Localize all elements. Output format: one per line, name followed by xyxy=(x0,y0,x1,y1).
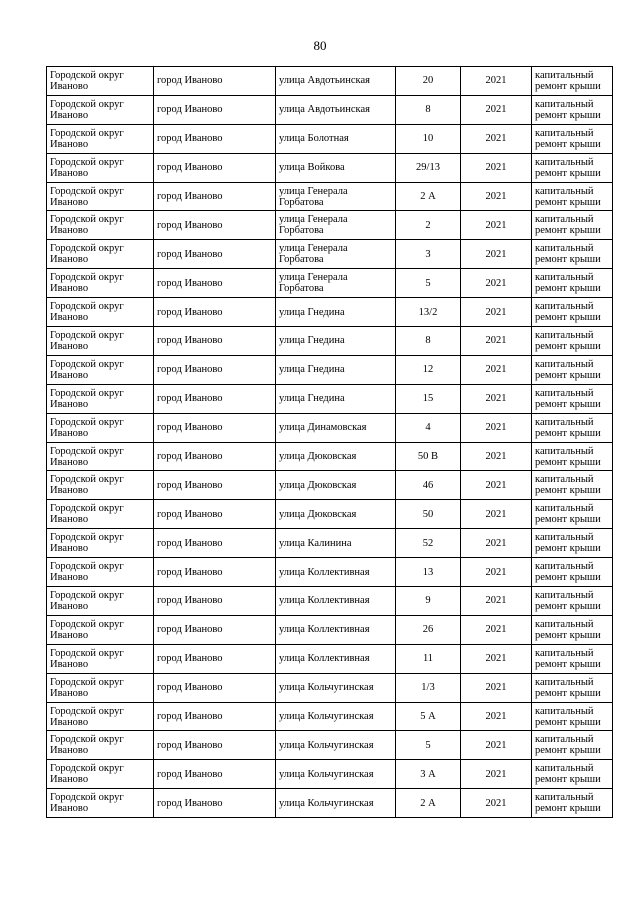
settlement-cell: город Иваново xyxy=(154,760,276,789)
table-row xyxy=(47,558,613,587)
house-number-cell: 50 xyxy=(396,500,461,529)
house-number-cell: 46 xyxy=(396,471,461,500)
work-type-cell: капитальный ремонт крыши xyxy=(532,442,613,471)
street-cell: улица Генерала Горбатова xyxy=(276,269,396,298)
table-body xyxy=(47,67,613,818)
year-cell: 2021 xyxy=(461,789,532,818)
settlement-cell: город Иваново xyxy=(154,124,276,153)
municipality-cell: Городской округ Иваново xyxy=(47,760,154,789)
table-row xyxy=(47,269,613,298)
house-number-cell: 15 xyxy=(396,384,461,413)
work-type-cell: капитальный ремонт крыши xyxy=(532,182,613,211)
table-row xyxy=(47,413,613,442)
municipality-cell: Городской округ Иваново xyxy=(47,153,154,182)
year-cell: 2021 xyxy=(461,95,532,124)
table-row xyxy=(47,731,613,760)
house-number-cell: 8 xyxy=(396,327,461,356)
street-cell: улица Кольчугинская xyxy=(276,702,396,731)
house-number-cell: 52 xyxy=(396,529,461,558)
table-row xyxy=(47,327,613,356)
year-cell: 2021 xyxy=(461,67,532,96)
year-cell: 2021 xyxy=(461,327,532,356)
work-type-cell: капитальный ремонт крыши xyxy=(532,327,613,356)
settlement-cell: город Иваново xyxy=(154,587,276,616)
settlement-cell: город Иваново xyxy=(154,413,276,442)
street-cell: улица Кольчугинская xyxy=(276,789,396,818)
municipality-cell: Городской округ Иваново xyxy=(47,644,154,673)
year-cell: 2021 xyxy=(461,384,532,413)
municipality-cell: Городской округ Иваново xyxy=(47,442,154,471)
street-cell: улица Дюковская xyxy=(276,442,396,471)
table-row xyxy=(47,182,613,211)
settlement-cell: город Иваново xyxy=(154,211,276,240)
table-row xyxy=(47,615,613,644)
house-number-cell: 2 А xyxy=(396,789,461,818)
work-type-cell: капитальный ремонт крыши xyxy=(532,471,613,500)
year-cell: 2021 xyxy=(461,587,532,616)
street-cell: улица Динамовская xyxy=(276,413,396,442)
work-type-cell: капитальный ремонт крыши xyxy=(532,211,613,240)
house-number-cell: 3 xyxy=(396,240,461,269)
settlement-cell: город Иваново xyxy=(154,500,276,529)
street-cell: улица Кольчугинская xyxy=(276,731,396,760)
table-row xyxy=(47,355,613,384)
year-cell: 2021 xyxy=(461,153,532,182)
house-number-cell: 2 А xyxy=(396,182,461,211)
settlement-cell: город Иваново xyxy=(154,355,276,384)
settlement-cell: город Иваново xyxy=(154,182,276,211)
house-number-cell: 50 В xyxy=(396,442,461,471)
street-cell: улица Коллективная xyxy=(276,644,396,673)
year-cell: 2021 xyxy=(461,298,532,327)
municipality-cell: Городской округ Иваново xyxy=(47,731,154,760)
work-type-cell: капитальный ремонт крыши xyxy=(532,789,613,818)
municipality-cell: Городской округ Иваново xyxy=(47,529,154,558)
street-cell: улица Кольчугинская xyxy=(276,673,396,702)
table-row xyxy=(47,67,613,96)
house-number-cell: 29/13 xyxy=(396,153,461,182)
house-number-cell: 9 xyxy=(396,587,461,616)
year-cell: 2021 xyxy=(461,731,532,760)
work-type-cell: капитальный ремонт крыши xyxy=(532,731,613,760)
work-type-cell: капитальный ремонт крыши xyxy=(532,413,613,442)
street-cell: улица Дюковская xyxy=(276,500,396,529)
settlement-cell: город Иваново xyxy=(154,240,276,269)
table-row xyxy=(47,789,613,818)
table-row xyxy=(47,153,613,182)
settlement-cell: город Иваново xyxy=(154,529,276,558)
repair-registry-table xyxy=(46,66,613,818)
municipality-cell: Городской округ Иваново xyxy=(47,240,154,269)
house-number-cell: 3 А xyxy=(396,760,461,789)
street-cell: улица Кольчугинская xyxy=(276,760,396,789)
house-number-cell: 26 xyxy=(396,615,461,644)
table-row xyxy=(47,471,613,500)
year-cell: 2021 xyxy=(461,529,532,558)
table-row xyxy=(47,529,613,558)
municipality-cell: Городской округ Иваново xyxy=(47,298,154,327)
year-cell: 2021 xyxy=(461,615,532,644)
house-number-cell: 5 xyxy=(396,269,461,298)
municipality-cell: Городской округ Иваново xyxy=(47,789,154,818)
work-type-cell: капитальный ремонт крыши xyxy=(532,269,613,298)
street-cell: улица Генерала Горбатова xyxy=(276,211,396,240)
municipality-cell: Городской округ Иваново xyxy=(47,413,154,442)
municipality-cell: Городской округ Иваново xyxy=(47,182,154,211)
table-row xyxy=(47,442,613,471)
work-type-cell: капитальный ремонт крыши xyxy=(532,153,613,182)
house-number-cell: 10 xyxy=(396,124,461,153)
municipality-cell: Городской округ Иваново xyxy=(47,673,154,702)
table-row xyxy=(47,124,613,153)
street-cell: улица Генерала Горбатова xyxy=(276,240,396,269)
work-type-cell: капитальный ремонт крыши xyxy=(532,500,613,529)
year-cell: 2021 xyxy=(461,702,532,731)
house-number-cell: 1/3 xyxy=(396,673,461,702)
municipality-cell: Городской округ Иваново xyxy=(47,269,154,298)
settlement-cell: город Иваново xyxy=(154,471,276,500)
table-row xyxy=(47,211,613,240)
table-row xyxy=(47,298,613,327)
house-number-cell: 13/2 xyxy=(396,298,461,327)
year-cell: 2021 xyxy=(461,558,532,587)
municipality-cell: Городской округ Иваново xyxy=(47,471,154,500)
street-cell: улица Авдотьинская xyxy=(276,67,396,96)
settlement-cell: город Иваново xyxy=(154,153,276,182)
street-cell: улица Болотная xyxy=(276,124,396,153)
settlement-cell: город Иваново xyxy=(154,269,276,298)
municipality-cell: Городской округ Иваново xyxy=(47,702,154,731)
work-type-cell: капитальный ремонт крыши xyxy=(532,558,613,587)
table-row xyxy=(47,95,613,124)
settlement-cell: город Иваново xyxy=(154,673,276,702)
house-number-cell: 5 xyxy=(396,731,461,760)
table-row xyxy=(47,644,613,673)
settlement-cell: город Иваново xyxy=(154,298,276,327)
work-type-cell: капитальный ремонт крыши xyxy=(532,298,613,327)
street-cell: улица Коллективная xyxy=(276,558,396,587)
municipality-cell: Городской округ Иваново xyxy=(47,355,154,384)
settlement-cell: город Иваново xyxy=(154,615,276,644)
street-cell: улица Коллективная xyxy=(276,587,396,616)
year-cell: 2021 xyxy=(461,182,532,211)
table-row xyxy=(47,587,613,616)
municipality-cell: Городской округ Иваново xyxy=(47,615,154,644)
year-cell: 2021 xyxy=(461,500,532,529)
work-type-cell: капитальный ремонт крыши xyxy=(532,67,613,96)
settlement-cell: город Иваново xyxy=(154,95,276,124)
municipality-cell: Городской округ Иваново xyxy=(47,67,154,96)
settlement-cell: город Иваново xyxy=(154,442,276,471)
work-type-cell: капитальный ремонт крыши xyxy=(532,355,613,384)
work-type-cell: капитальный ремонт крыши xyxy=(532,95,613,124)
house-number-cell: 2 xyxy=(396,211,461,240)
year-cell: 2021 xyxy=(461,471,532,500)
street-cell: улица Коллективная xyxy=(276,615,396,644)
street-cell: улица Генерала Горбатова xyxy=(276,182,396,211)
municipality-cell: Городской округ Иваново xyxy=(47,384,154,413)
house-number-cell: 5 А xyxy=(396,702,461,731)
work-type-cell: капитальный ремонт крыши xyxy=(532,587,613,616)
municipality-cell: Городской округ Иваново xyxy=(47,587,154,616)
street-cell: улица Гнедина xyxy=(276,355,396,384)
house-number-cell: 13 xyxy=(396,558,461,587)
table-row xyxy=(47,760,613,789)
settlement-cell: город Иваново xyxy=(154,327,276,356)
settlement-cell: город Иваново xyxy=(154,789,276,818)
year-cell: 2021 xyxy=(461,355,532,384)
work-type-cell: капитальный ремонт крыши xyxy=(532,384,613,413)
municipality-cell: Городской округ Иваново xyxy=(47,327,154,356)
work-type-cell: капитальный ремонт крыши xyxy=(532,615,613,644)
street-cell: улица Авдотьинская xyxy=(276,95,396,124)
year-cell: 2021 xyxy=(461,124,532,153)
settlement-cell: город Иваново xyxy=(154,384,276,413)
house-number-cell: 4 xyxy=(396,413,461,442)
year-cell: 2021 xyxy=(461,442,532,471)
municipality-cell: Городской округ Иваново xyxy=(47,95,154,124)
street-cell: улица Гнедина xyxy=(276,384,396,413)
work-type-cell: капитальный ремонт крыши xyxy=(532,644,613,673)
house-number-cell: 12 xyxy=(396,355,461,384)
settlement-cell: город Иваново xyxy=(154,702,276,731)
street-cell: улица Войкова xyxy=(276,153,396,182)
street-cell: улица Дюковская xyxy=(276,471,396,500)
municipality-cell: Городской округ Иваново xyxy=(47,124,154,153)
year-cell: 2021 xyxy=(461,413,532,442)
page-number: 80 xyxy=(313,38,327,53)
house-number-cell: 8 xyxy=(396,95,461,124)
settlement-cell: город Иваново xyxy=(154,644,276,673)
house-number-cell: 20 xyxy=(396,67,461,96)
street-cell: улица Гнедина xyxy=(276,298,396,327)
year-cell: 2021 xyxy=(461,644,532,673)
street-cell: улица Калинина xyxy=(276,529,396,558)
table-row xyxy=(47,240,613,269)
table-row xyxy=(47,702,613,731)
year-cell: 2021 xyxy=(461,760,532,789)
table-row xyxy=(47,384,613,413)
municipality-cell: Городской округ Иваново xyxy=(47,500,154,529)
settlement-cell: город Иваново xyxy=(154,558,276,587)
house-number-cell: 11 xyxy=(396,644,461,673)
table-row xyxy=(47,500,613,529)
settlement-cell: город Иваново xyxy=(154,67,276,96)
table-row xyxy=(47,673,613,702)
year-cell: 2021 xyxy=(461,269,532,298)
municipality-cell: Городской округ Иваново xyxy=(47,558,154,587)
work-type-cell: капитальный ремонт крыши xyxy=(532,760,613,789)
year-cell: 2021 xyxy=(461,673,532,702)
work-type-cell: капитальный ремонт крыши xyxy=(532,529,613,558)
work-type-cell: капитальный ремонт крыши xyxy=(532,673,613,702)
work-type-cell: капитальный ремонт крыши xyxy=(532,702,613,731)
municipality-cell: Городской округ Иваново xyxy=(47,211,154,240)
work-type-cell: капитальный ремонт крыши xyxy=(532,124,613,153)
settlement-cell: город Иваново xyxy=(154,731,276,760)
year-cell: 2021 xyxy=(461,211,532,240)
work-type-cell: капитальный ремонт крыши xyxy=(532,240,613,269)
year-cell: 2021 xyxy=(461,240,532,269)
street-cell: улица Гнедина xyxy=(276,327,396,356)
